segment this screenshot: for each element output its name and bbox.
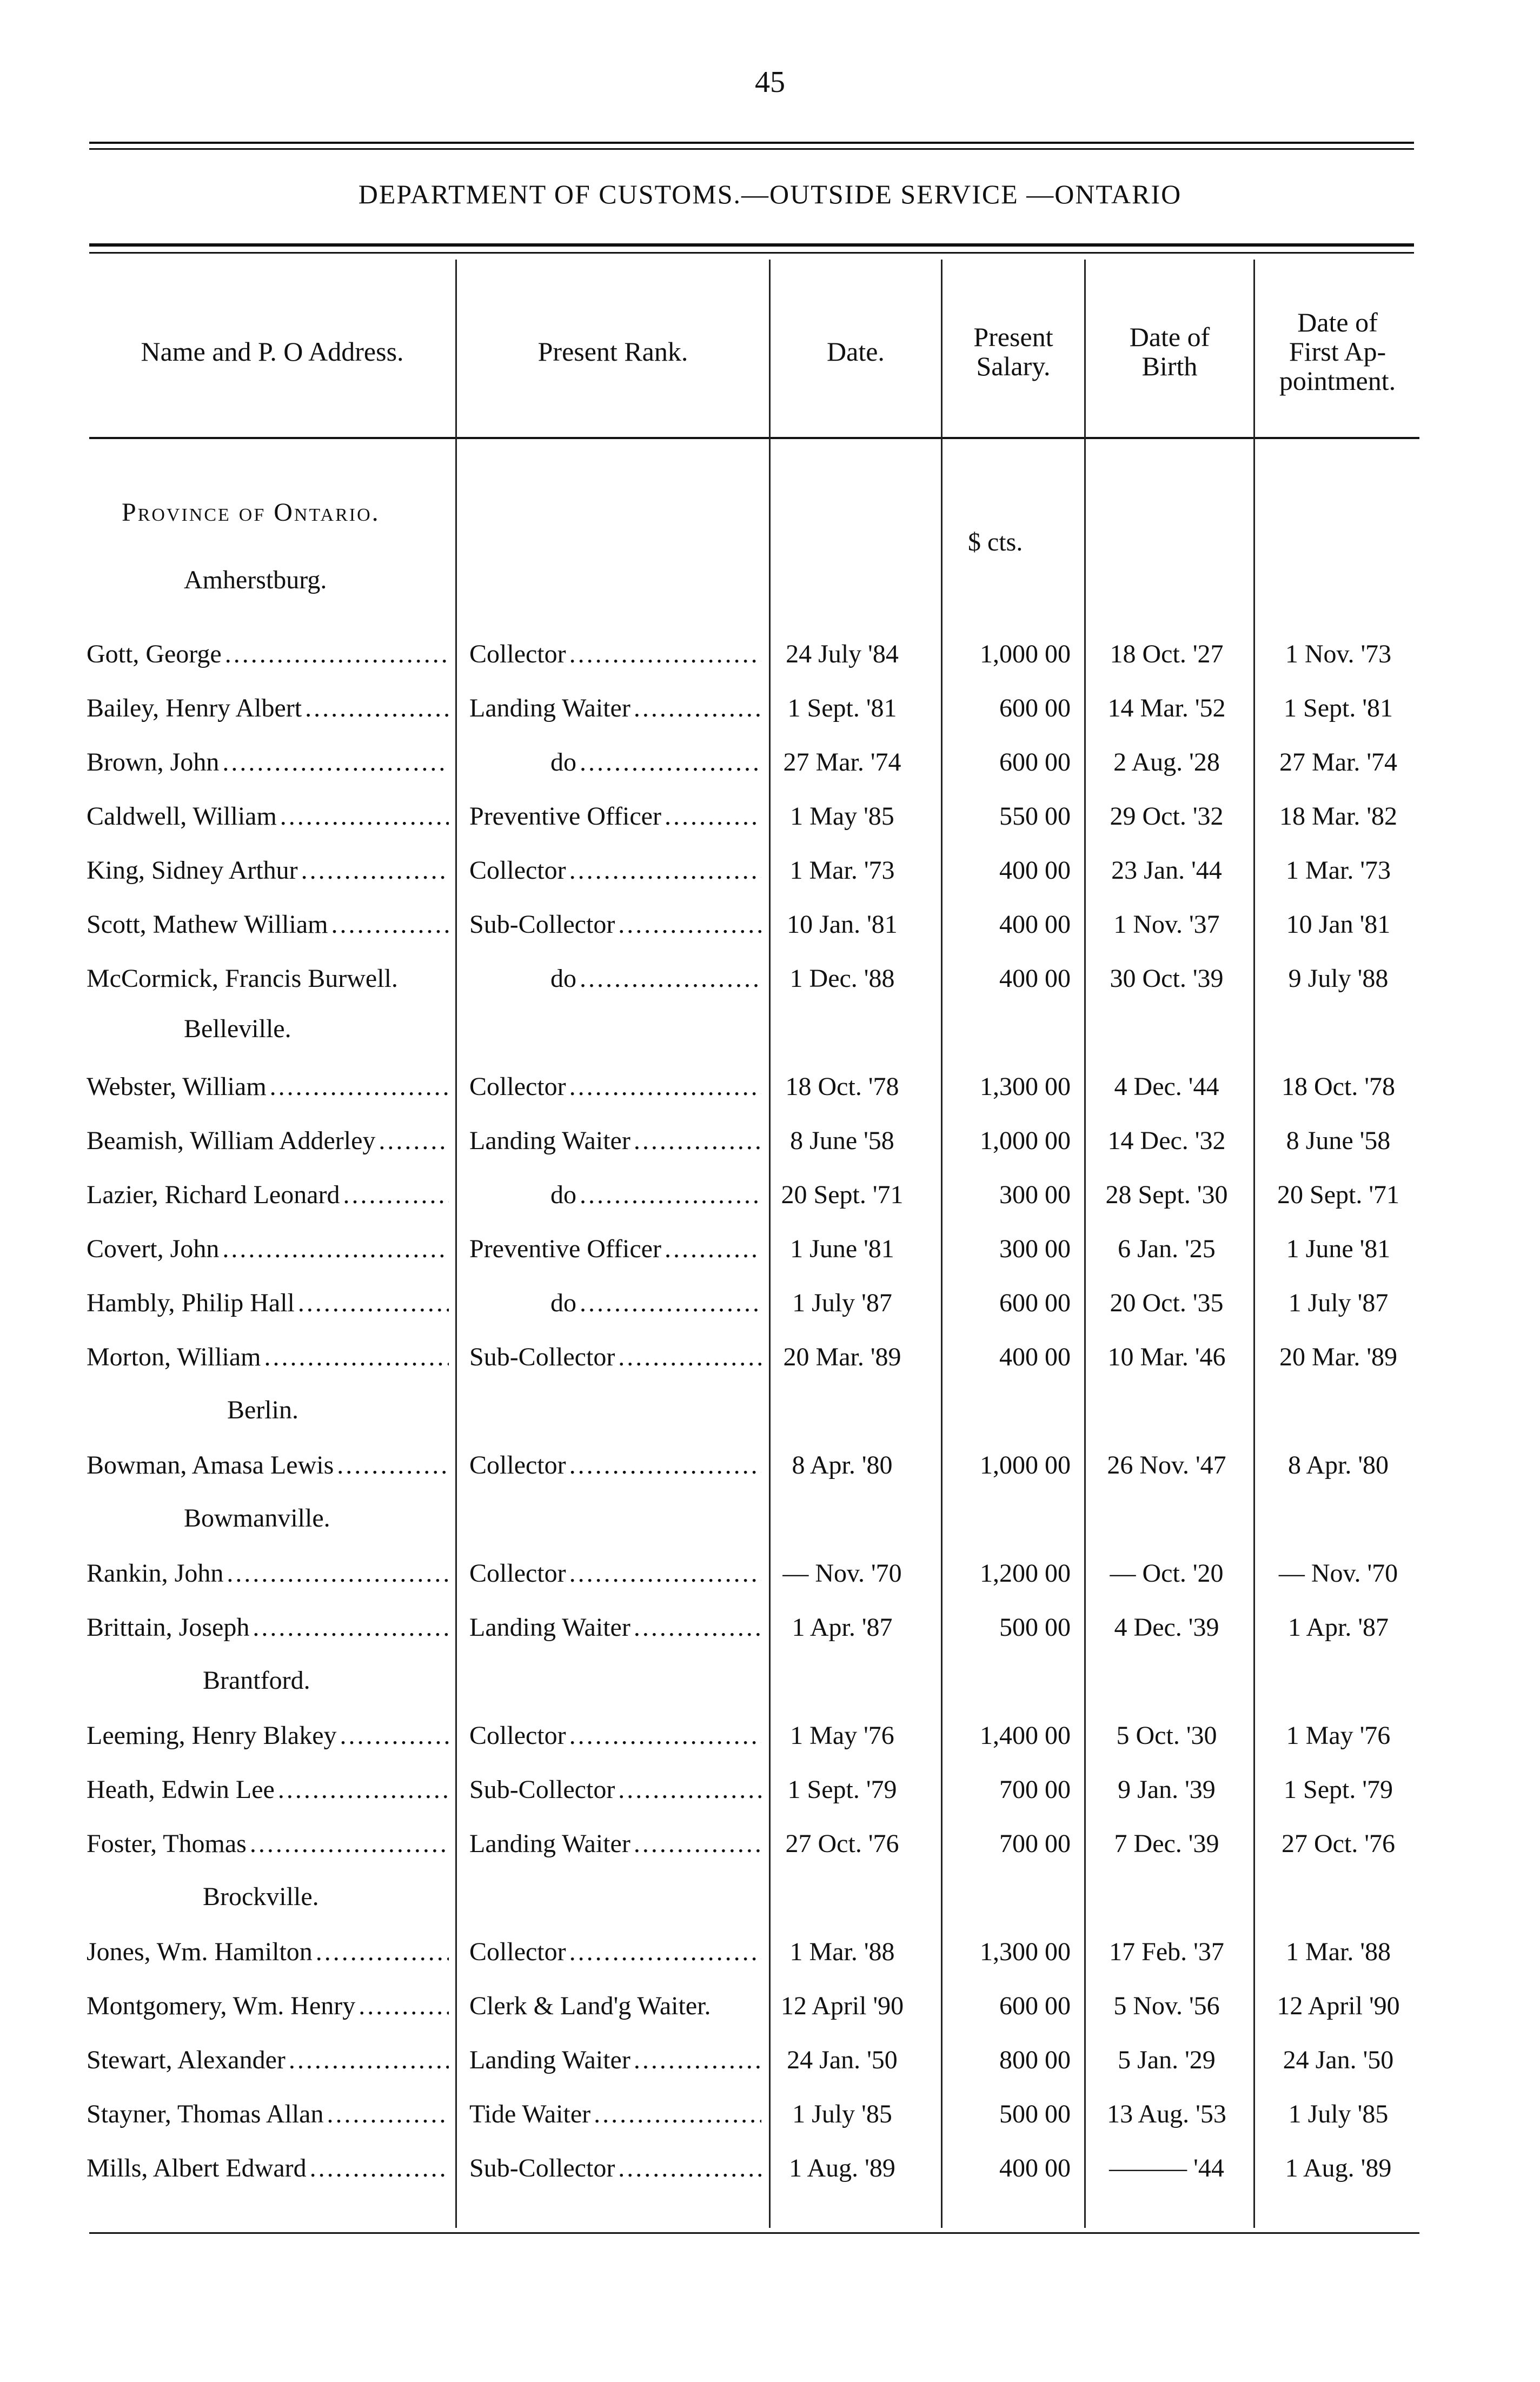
first-appointment-cell: 1 Mar. '88 <box>1286 1938 1391 1966</box>
name-text: Brown, John <box>87 748 222 777</box>
rank-text: Collector <box>469 640 569 668</box>
date-cell: 1 July '87 <box>792 1289 892 1317</box>
salary-cell: 1,000 00 <box>980 640 1071 668</box>
salary-cell: 300 00 <box>999 1180 1071 1209</box>
name-cell <box>87 681 449 735</box>
table-row <box>0 1060 1540 1114</box>
name-text: McCormick, Francis Burwell. <box>87 964 401 993</box>
rank-text: Collector <box>469 1938 569 1966</box>
place-heading: Brockville. <box>203 1882 319 1911</box>
salary-cell: 1,000 00 <box>980 1451 1071 1479</box>
header-rank-label: Present Rank. <box>537 336 688 367</box>
first-appointment-cell: 1 May '76 <box>1286 1721 1391 1750</box>
name-text: Stayner, Thomas Allan <box>87 2100 327 2128</box>
salary-cell: 700 00 <box>999 1829 1071 1858</box>
birth-cell: 9 Jan. '39 <box>1118 1775 1216 1804</box>
salary-cell: 700 00 <box>999 1775 1071 1804</box>
rank-text: Preventive Officer <box>469 802 665 831</box>
salary-cell: 400 00 <box>999 2154 1071 2182</box>
header-date <box>771 303 941 400</box>
date-cell: 1 May '76 <box>790 1721 894 1750</box>
date-cell: 27 Oct. '76 <box>785 1829 899 1858</box>
birth-cell: 28 Sept. '30 <box>1105 1180 1228 1209</box>
name-text: Lazier, Richard Leonard <box>87 1180 343 1209</box>
salary-cell: 1,300 00 <box>980 1072 1071 1101</box>
name-cell <box>87 2033 449 2087</box>
name-cell <box>87 1547 449 1601</box>
rank-cell <box>469 1168 761 1222</box>
name-text: Foster, Thomas <box>87 1829 250 1858</box>
name-text: Heath, Edwin Lee <box>87 1775 278 1804</box>
name-cell <box>87 789 449 844</box>
birth-cell: 5 Oct. '30 <box>1116 1721 1217 1750</box>
rank-text: Collector <box>469 1721 569 1750</box>
name-text: Covert, John <box>87 1235 222 1263</box>
table-row <box>0 1114 1540 1168</box>
rank-cell <box>469 681 761 735</box>
table-row <box>0 681 1540 735</box>
birth-cell: 2 Aug. '28 <box>1113 748 1220 777</box>
salary-cell: 400 00 <box>999 964 1071 993</box>
rank-text: do <box>550 1289 580 1317</box>
table-row <box>0 1168 1540 1222</box>
rank-text: Sub-Collector <box>469 1775 618 1804</box>
salary-cell: 600 00 <box>999 694 1071 722</box>
name-cell <box>87 952 449 1006</box>
name-cell <box>87 627 449 681</box>
date-cell: 27 Mar. '74 <box>783 748 901 777</box>
date-cell: 1 June '81 <box>790 1235 894 1263</box>
date-cell: 20 Sept. '71 <box>781 1180 904 1209</box>
birth-cell: 7 Dec. '39 <box>1114 1829 1219 1858</box>
name-text: Montgomery, Wm. Henry <box>87 1992 359 2020</box>
first-appointment-cell: 1 July '85 <box>1288 2100 1389 2128</box>
date-cell: 1 Sept. '81 <box>787 694 897 722</box>
rank-cell <box>469 1330 761 1384</box>
table-row <box>0 2033 1540 2087</box>
rank-cell <box>469 1114 761 1168</box>
birth-cell: 20 Oct. '35 <box>1110 1289 1224 1317</box>
table-row <box>0 735 1540 789</box>
table-row <box>0 1547 1540 1601</box>
first-appointment-cell: 18 Mar. '82 <box>1279 802 1397 831</box>
rank-text: Clerk & Land'g Waiter. <box>469 1992 714 2020</box>
salary-cell: 600 00 <box>999 1289 1071 1317</box>
date-cell: 8 Apr. '80 <box>792 1451 893 1479</box>
date-cell: 18 Oct. '78 <box>785 1072 899 1101</box>
name-text: Rankin, John <box>87 1559 227 1588</box>
rank-text: Landing Waiter <box>469 2046 634 2074</box>
salary-cell: 800 00 <box>999 2046 1071 2074</box>
name-text: Webster, William <box>87 1072 270 1101</box>
rank-cell <box>469 1438 761 1492</box>
first-appointment-cell: 1 July '87 <box>1288 1289 1389 1317</box>
rank-text: Landing Waiter <box>469 1829 634 1858</box>
birth-cell: 14 Mar. '52 <box>1107 694 1226 722</box>
header-rule-2 <box>89 252 1414 254</box>
salary-cell: 1,300 00 <box>980 1938 1071 1966</box>
rank-text: Sub-Collector <box>469 2154 618 2182</box>
first-appointment-cell: 27 Oct. '76 <box>1282 1829 1395 1858</box>
header-rank <box>457 303 769 400</box>
date-cell: 1 Dec. '88 <box>789 964 895 993</box>
rank-text: Sub-Collector <box>469 910 618 939</box>
date-cell: 1 Mar. '88 <box>789 1938 895 1966</box>
rank-text: Collector <box>469 1559 569 1588</box>
birth-cell: 6 Jan. '25 <box>1118 1235 1216 1263</box>
birth-cell: 5 Nov. '56 <box>1113 1992 1220 2020</box>
salary-cell: 400 00 <box>999 1343 1071 1371</box>
name-cell <box>87 1979 449 2033</box>
salary-cell: 1,400 00 <box>980 1721 1071 1750</box>
salary-cell: 400 00 <box>999 910 1071 939</box>
first-appointment-cell: 1 Mar. '73 <box>1286 856 1391 885</box>
name-cell <box>87 735 449 789</box>
birth-cell: 4 Dec. '44 <box>1114 1072 1219 1101</box>
header-name <box>89 303 455 400</box>
name-cell <box>87 2141 449 2195</box>
date-cell: 20 Mar. '89 <box>783 1343 901 1371</box>
first-appointment-cell: 9 July '88 <box>1288 964 1389 993</box>
first-appointment-cell: 1 Sept. '81 <box>1284 694 1393 722</box>
first-appointment-cell: 8 Apr. '80 <box>1288 1451 1389 1479</box>
top-rule-2 <box>89 148 1414 150</box>
rank-cell <box>469 898 761 952</box>
top-rule <box>89 142 1414 144</box>
rank-text: Landing Waiter <box>469 1613 634 1642</box>
place-heading: Berlin. <box>227 1396 298 1424</box>
header-name-label: Name and P. O Address. <box>141 336 404 367</box>
header-birth <box>1086 303 1253 400</box>
name-cell <box>87 898 449 952</box>
first-appointment-cell: 12 April '90 <box>1277 1992 1400 2020</box>
name-cell <box>87 1222 449 1276</box>
name-text: Jones, Wm. Hamilton <box>87 1938 316 1966</box>
rank-text: Landing Waiter <box>469 1126 634 1155</box>
salary-cell: 500 00 <box>999 2100 1071 2128</box>
birth-cell: 23 Jan. '44 <box>1111 856 1222 885</box>
salary-cell: 500 00 <box>999 1613 1071 1642</box>
salary-cell: 400 00 <box>999 856 1071 885</box>
birth-cell: 4 Dec. '39 <box>1114 1613 1219 1642</box>
name-cell <box>87 1925 449 1979</box>
name-text: King, Sidney Arthur <box>87 856 301 885</box>
table-row <box>0 1925 1540 1979</box>
first-appointment-cell: 1 Nov. '73 <box>1285 640 1392 668</box>
birth-cell: 13 Aug. '53 <box>1107 2100 1226 2128</box>
table-row <box>0 1601 1540 1655</box>
first-appointment-cell: 8 June '58 <box>1286 1126 1391 1155</box>
rank-cell <box>469 1709 761 1763</box>
rank-text: Tide Waiter <box>469 2100 594 2128</box>
name-text: Scott, Mathew William <box>87 910 331 939</box>
rank-cell <box>469 1763 761 1817</box>
birth-cell: 1 Nov. '37 <box>1113 910 1220 939</box>
name-text: Hambly, Philip Hall <box>87 1289 298 1317</box>
table-row <box>0 1763 1540 1817</box>
rank-cell <box>469 735 761 789</box>
date-cell: 8 June '58 <box>790 1126 894 1155</box>
birth-cell: 18 Oct. '27 <box>1110 640 1224 668</box>
first-appointment-cell: 1 Sept. '79 <box>1284 1775 1393 1804</box>
rank-cell <box>469 2033 761 2087</box>
first-appointment-cell: 1 June '81 <box>1286 1235 1391 1263</box>
name-cell <box>87 1060 449 1114</box>
birth-cell: 26 Nov. '47 <box>1107 1451 1226 1479</box>
date-cell: 1 Sept. '79 <box>787 1775 897 1804</box>
table-row <box>0 952 1540 1006</box>
birth-cell: 5 Jan. '29 <box>1118 2046 1216 2074</box>
rank-cell <box>469 1276 761 1330</box>
rank-cell <box>469 1601 761 1655</box>
first-appointment-cell: 18 Oct. '78 <box>1282 1072 1395 1101</box>
rank-cell <box>469 952 761 1006</box>
salary-cell: 600 00 <box>999 748 1071 777</box>
date-cell: 1 Mar. '73 <box>789 856 895 885</box>
name-text: Mills, Albert Edward <box>87 2154 310 2182</box>
place-heading: Belleville. <box>184 1014 291 1043</box>
table-row <box>0 1979 1540 2033</box>
name-cell <box>87 2087 449 2141</box>
date-cell: 24 Jan. '50 <box>787 2046 898 2074</box>
table-row <box>0 1276 1540 1330</box>
birth-cell: 10 Mar. '46 <box>1107 1343 1226 1371</box>
salary-cell: 1,200 00 <box>980 1559 1071 1588</box>
name-cell <box>87 1168 449 1222</box>
bottom-rule <box>89 2232 1419 2234</box>
date-cell: 1 July '85 <box>792 2100 892 2128</box>
header-first-line3: pointment. <box>1279 366 1396 396</box>
header-first-appointment <box>1255 295 1420 408</box>
name-cell <box>87 1114 449 1168</box>
name-text: Brittain, Joseph <box>87 1613 253 1642</box>
rank-cell <box>469 1222 761 1276</box>
currency-heading: $ cts. <box>968 528 1023 556</box>
rank-text: do <box>550 748 580 777</box>
place-heading: Amherstburg. <box>184 566 327 594</box>
rank-text: Sub-Collector <box>469 1343 618 1371</box>
date-cell: — Nov. '70 <box>782 1559 902 1588</box>
name-cell <box>87 1330 449 1384</box>
rank-cell <box>469 1547 761 1601</box>
rank-text: Collector <box>469 1072 569 1101</box>
header-birth-line2: Birth <box>1141 351 1198 381</box>
name-cell <box>87 1763 449 1817</box>
table-row <box>0 2141 1540 2195</box>
rank-text: Preventive Officer <box>469 1235 665 1263</box>
birth-cell: 14 Dec. '32 <box>1107 1126 1226 1155</box>
rank-cell <box>469 844 761 898</box>
birth-cell: ——— '44 <box>1109 2154 1224 2182</box>
header-salary-line1: Present <box>973 322 1053 352</box>
first-appointment-cell: 27 Mar. '74 <box>1279 748 1397 777</box>
table-row <box>0 1330 1540 1384</box>
header-first-line1: Date of <box>1297 307 1378 337</box>
name-text: Beamish, William Adderley <box>87 1126 379 1155</box>
table-row <box>0 1438 1540 1492</box>
rank-cell <box>469 627 761 681</box>
header-first-line2: First Ap- <box>1289 336 1386 367</box>
rank-text: Landing Waiter <box>469 694 634 722</box>
name-cell <box>87 1709 449 1763</box>
first-appointment-cell: 1 Aug. '89 <box>1285 2154 1392 2182</box>
table-row <box>0 627 1540 681</box>
birth-cell: 29 Oct. '32 <box>1110 802 1224 831</box>
salary-cell: 600 00 <box>999 1992 1071 2020</box>
table-row <box>0 898 1540 952</box>
table-row <box>0 2087 1540 2141</box>
first-appointment-cell: 1 Apr. '87 <box>1288 1613 1389 1642</box>
name-text: Caldwell, William <box>87 802 280 831</box>
name-cell <box>87 1438 449 1492</box>
header-bottom-rule <box>89 437 1419 439</box>
name-text: Gott, George <box>87 640 225 668</box>
birth-cell: 17 Feb. '37 <box>1109 1938 1224 1966</box>
name-text: Leeming, Henry Blakey <box>87 1721 340 1750</box>
date-cell: 10 Jan. '81 <box>787 910 898 939</box>
date-cell: 1 May '85 <box>790 802 894 831</box>
rank-text: Collector <box>469 1451 569 1479</box>
birth-cell: 30 Oct. '39 <box>1110 964 1224 993</box>
name-cell <box>87 1276 449 1330</box>
header-birth-line1: Date of <box>1129 322 1210 352</box>
name-text: Stewart, Alexander <box>87 2046 289 2074</box>
table-row <box>0 1709 1540 1763</box>
salary-cell: 550 00 <box>999 802 1071 831</box>
header-salary <box>942 303 1084 400</box>
table-row <box>0 1817 1540 1871</box>
table-row <box>0 1222 1540 1276</box>
rank-cell <box>469 1817 761 1871</box>
rank-text: do <box>550 1180 580 1209</box>
name-cell <box>87 1601 449 1655</box>
date-cell: 12 April '90 <box>780 1992 904 2020</box>
table-row <box>0 789 1540 844</box>
rank-text: do <box>550 964 580 993</box>
date-cell: 24 July '84 <box>786 640 899 668</box>
rank-cell <box>469 1060 761 1114</box>
salary-cell: 300 00 <box>999 1235 1071 1263</box>
date-cell: 1 Aug. '89 <box>789 2154 895 2182</box>
rank-cell <box>469 1925 761 1979</box>
rank-text: Collector <box>469 856 569 885</box>
province-heading: Province of Ontario. <box>122 498 380 527</box>
first-appointment-cell: 20 Mar. '89 <box>1279 1343 1397 1371</box>
name-cell <box>87 1817 449 1871</box>
rank-cell <box>469 789 761 844</box>
page-title: DEPARTMENT OF CUSTOMS.—OUTSIDE SERVICE —ONTARIO <box>358 179 1182 209</box>
table-row <box>0 844 1540 898</box>
name-cell <box>87 844 449 898</box>
place-heading: Brantford. <box>203 1666 310 1695</box>
birth-cell: — Oct. '20 <box>1110 1559 1224 1588</box>
rank-cell <box>469 2141 761 2195</box>
date-cell: 1 Apr. '87 <box>792 1613 893 1642</box>
rank-cell <box>469 2087 761 2141</box>
name-text: Bowman, Amasa Lewis <box>87 1451 337 1479</box>
first-appointment-cell: 10 Jan '81 <box>1286 910 1391 939</box>
page-number: 45 <box>755 65 785 99</box>
name-text: Bailey, Henry Albert <box>87 694 305 722</box>
header-rule <box>89 243 1414 247</box>
first-appointment-cell: 20 Sept. '71 <box>1277 1180 1399 1209</box>
first-appointment-cell: — Nov. '70 <box>1278 1559 1398 1588</box>
name-text: Morton, William <box>87 1343 264 1371</box>
place-heading: Bowmanville. <box>184 1504 330 1532</box>
header-salary-line2: Salary. <box>976 351 1051 381</box>
salary-cell: 1,000 00 <box>980 1126 1071 1155</box>
first-appointment-cell: 24 Jan. '50 <box>1283 2046 1394 2074</box>
rank-cell <box>469 1979 761 2033</box>
header-date-label: Date. <box>827 336 885 367</box>
